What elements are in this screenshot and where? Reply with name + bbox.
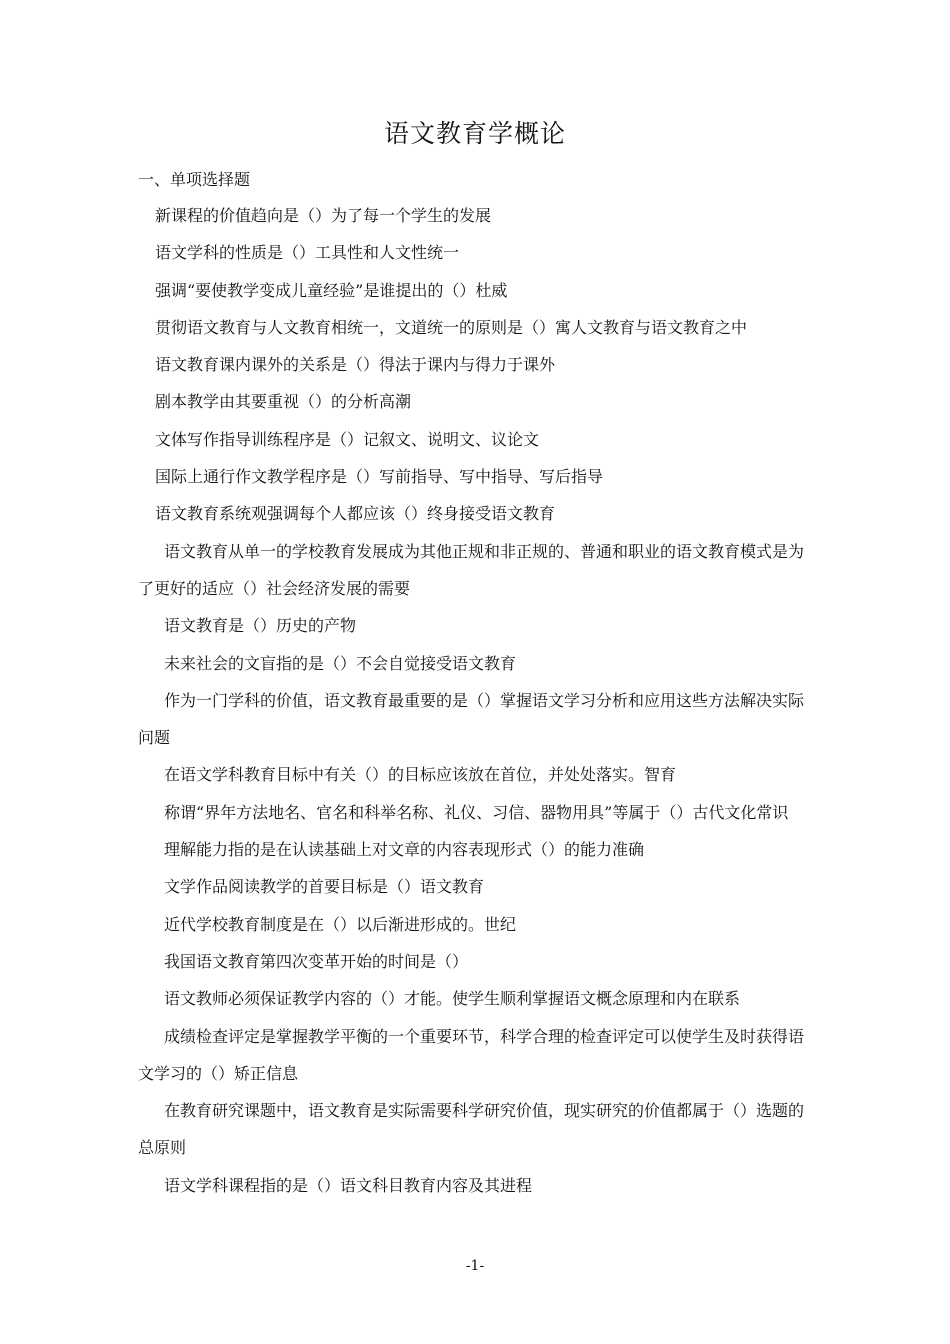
question-item: 作为一门学科的价值，语文教育最重要的是（）掌握语文学习分析和应用这些方法解决实际问题: [138, 690, 805, 748]
question-item: 近代学校教育制度是在（）以后渐进形成的。世纪: [164, 914, 517, 934]
question-item: 语文学科课程指的是（）语文科目教育内容及其进程: [164, 1175, 533, 1195]
question-item: 新课程的价值趋向是（）为了每一个学生的发展: [155, 206, 492, 225]
question-item: 剧本教学由其要重视（）的分析高潮: [155, 392, 412, 412]
question-item: 语文教师必须保证教学内容的（）才能。使学生顺利掌握语文概念原理和内在联系: [164, 989, 741, 1009]
question-item: 在教育研究课题中，语文教育是实际需要科学研究价值，现实研究的价值都属于（）选题的总原则: [138, 1101, 805, 1158]
document-title: 语文教育学概论: [383, 119, 566, 148]
question-item: 称谓“界年方法地名、官名和科举名称、礼仪、习信、器物用具”等属于（）古代文化常识: [164, 802, 789, 822]
question-item: 文学作品阅读教学的首要目标是（）语文教育: [164, 877, 485, 897]
question-item: 强调“要使教学变成儿童经验”是谁提出的（）杜威: [155, 280, 508, 300]
page-number: -1-: [465, 1258, 485, 1274]
question-item: 语文教育课内课外的关系是（）得法于课内与得力于课外: [155, 355, 556, 375]
question-item: 国际上通行作文教学程序是（）写前指导、写中指导、写后指导: [155, 467, 604, 487]
question-item: 未来社会的文盲指的是（）不会自觉接受语文教育: [164, 653, 517, 673]
question-list: [138, 197, 814, 1204]
question-item: 语文教育从单一的学校教育发展成为其他正规和非正规的、普通和职业的语文教育模式是为了更好的适应（）社会经济发展的需要: [138, 541, 805, 598]
question-item: 语文教育系统观强调每个人都应该（）终身接受语文教育: [155, 504, 556, 524]
question-item: 贯彻语文教育与人文教育相统一，文道统一的原则是（）寓人文教育与语文教育之中: [155, 317, 748, 337]
question-item: 语文教育是（）历史的产物: [164, 616, 357, 636]
question-item: 我国语文教育第四次变革开始的时间是（）: [164, 951, 469, 971]
question-item: 在语文学科教育目标中有关（）的目标应该放在首位，并处处落实。智育: [164, 765, 677, 785]
question-item: 语文学科的性质是（）工具性和人文性统一: [155, 243, 460, 263]
question-item: 文体写作指导训练程序是（）记叙文、说明文、议论文: [155, 429, 540, 449]
question-item: 理解能力指的是在认读基础上对文章的内容表现形式（）的能力准确: [164, 840, 645, 860]
question-item: 成绩检查评定是掌握教学平衡的一个重要环节，科学合理的检查评定可以使学生及时获得语文学习的（）矫正信息: [138, 1026, 805, 1083]
section-heading: 一、单项选择题: [138, 170, 251, 189]
